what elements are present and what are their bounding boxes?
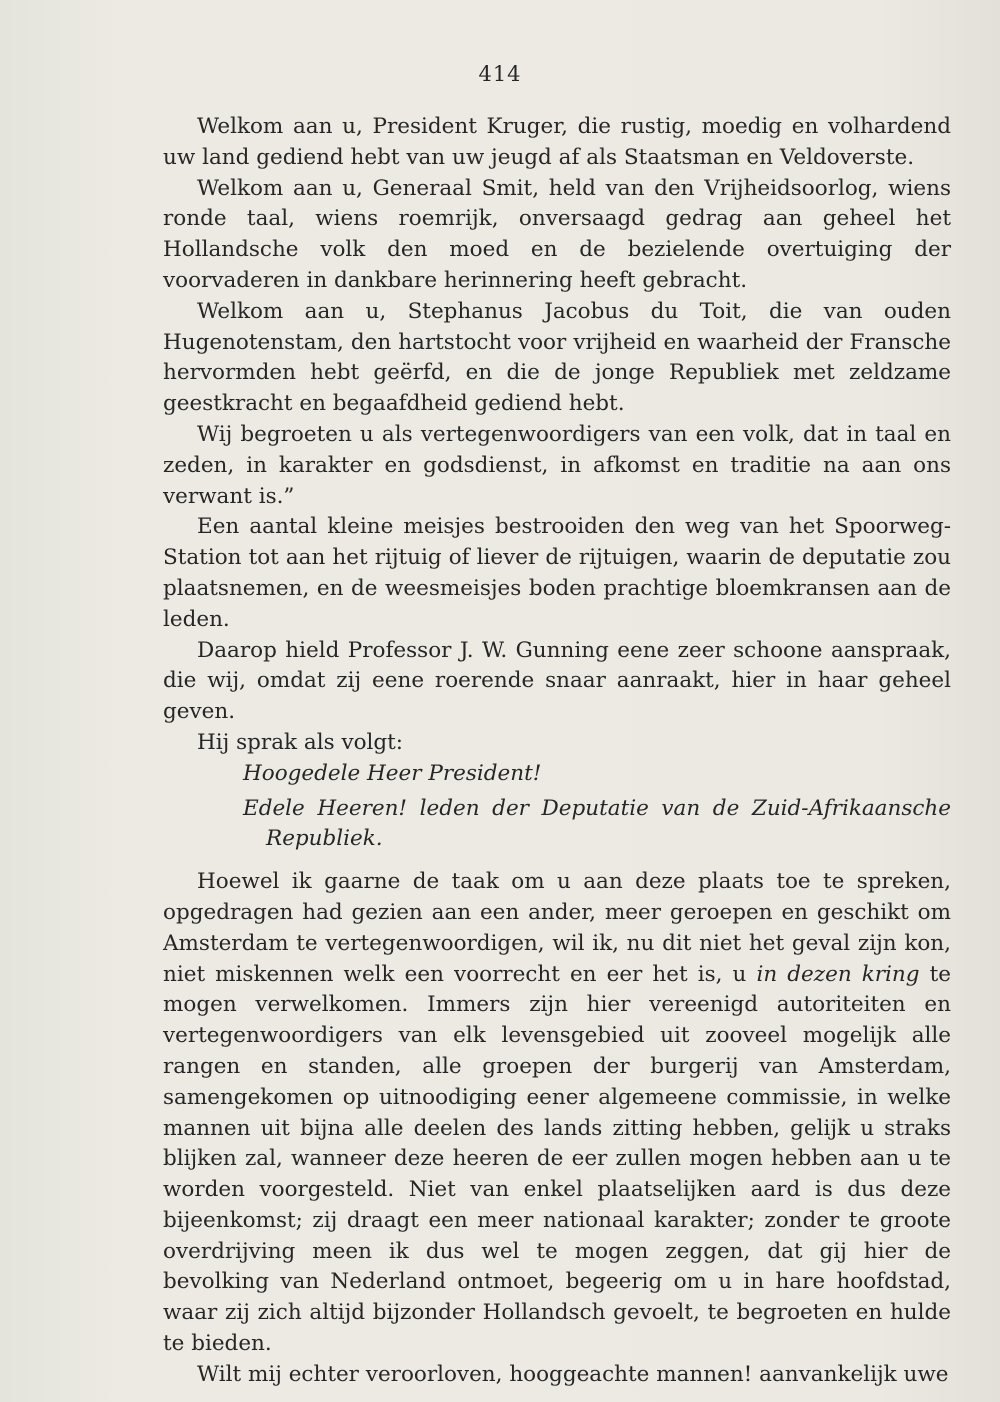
- paragraph-speech: [163, 867, 951, 1360]
- speech-text-1: Hoewel ik gaarne de taak om u aan deze plaats toe te spreken, opgedragen had gezien aan een ander, meer geroepen en geschikt om Amsterdam te vertegenwoordigen, wil ik, nu dit niet het geval zijn kon, niet miskennen welk een voorrecht en eer het is, u: [163, 869, 951, 987]
- speech-emphasis: in dezen kring: [756, 961, 920, 987]
- paragraph-closing: Wilt mij echter veroorloven, hooggeachte mannen! aanvankelijk uwe: [197, 1361, 949, 1387]
- paragraph-greeting: Wij begroeten u als vertegenwoordigers van een volk, dat in taal en zeden, in karakter en godsdienst, in afkomst en traditie na aan ons verwant is.”: [163, 421, 951, 509]
- paragraph-gunning: Daarop hield Professor J. W. Gunning eene zeer schoone aanspraak, die wij, omdat zij eene roerende snaar aanraakt, hier in haar geheel geven.: [163, 637, 951, 725]
- paragraph-du-toit: Welkom aan u, Stephanus Jacobus du Toit, die van ouden Hugenotenstam, den hartstocht voor vrijheid en waarheid der Fransche hervormden hebt geërfd, en die de jonge Republiek met zeldzame geestkracht en begaafdheid gediend hebt.: [163, 298, 951, 417]
- paragraph-smit: Welkom aan u, Generaal Smit, held van den Vrijheidsoorlog, wiens ronde taal, wiens roemrijk, onversaagd gedrag aan geheel het Hollandsche volk den moed en de bezielende overtuiging der voorvaderen in dankbare herinnering heeft gebracht.: [163, 175, 951, 293]
- salutation-deputation: Edele Heeren! leden der Deputatie van de Zuid-Afrikaansche Republiek.: [243, 795, 951, 852]
- paragraph-station: Een aantal kleine meisjes bestrooiden den weg van het Spoorweg-Station tot aan het rijtuig of liever de rijtuigen, waarin de deputatie zou plaatsnemen, en de weesmeisjes boden prachtige bloemkransen aan de leden.: [163, 514, 951, 632]
- paragraph-intro: Hij sprak als volgt:: [197, 729, 404, 755]
- paragraph-kruger: Welkom aan u, President Kruger, die rustig, moedig en volhardend uw land gediend hebt van uw jeugd af als Staatsman en Veldoverste.: [163, 114, 951, 170]
- body-text: [163, 112, 951, 1391]
- page-number: 414: [478, 62, 522, 86]
- salutation-president: Hoogedele Heer President!: [243, 760, 542, 786]
- speech-text-2: te mogen verwelkomen. Immers zijn hier vereenigd autoriteiten en vertegenwoordigers van elk levensgebied uit zooveel mogelijk alle rangen en standen, alle groepen der burgerij van Amsterdam, samengekomen op uitnoodiging eener algemeene commissie, in welke mannen uit bijna alle deelen des lands zitting hebben, gelijk u straks blijken zal, wanneer deze heeren de eer zullen mogen hebben aan u te worden voorgesteld. Niet van enkel plaatselijken aard is dus deze bijeenkomst; zij draagt een meer nationaal karakter; zonder te groote overdrijving meen ik dus wel te mogen zeggen, dat gij hier de bevolking van Nederland ontmoet, begeerig om u in hare hoofdstad, waar zij zich altijd bijzonder Hollandsch gevoelt, te begroeten en hulde te bieden.: [163, 961, 952, 1357]
